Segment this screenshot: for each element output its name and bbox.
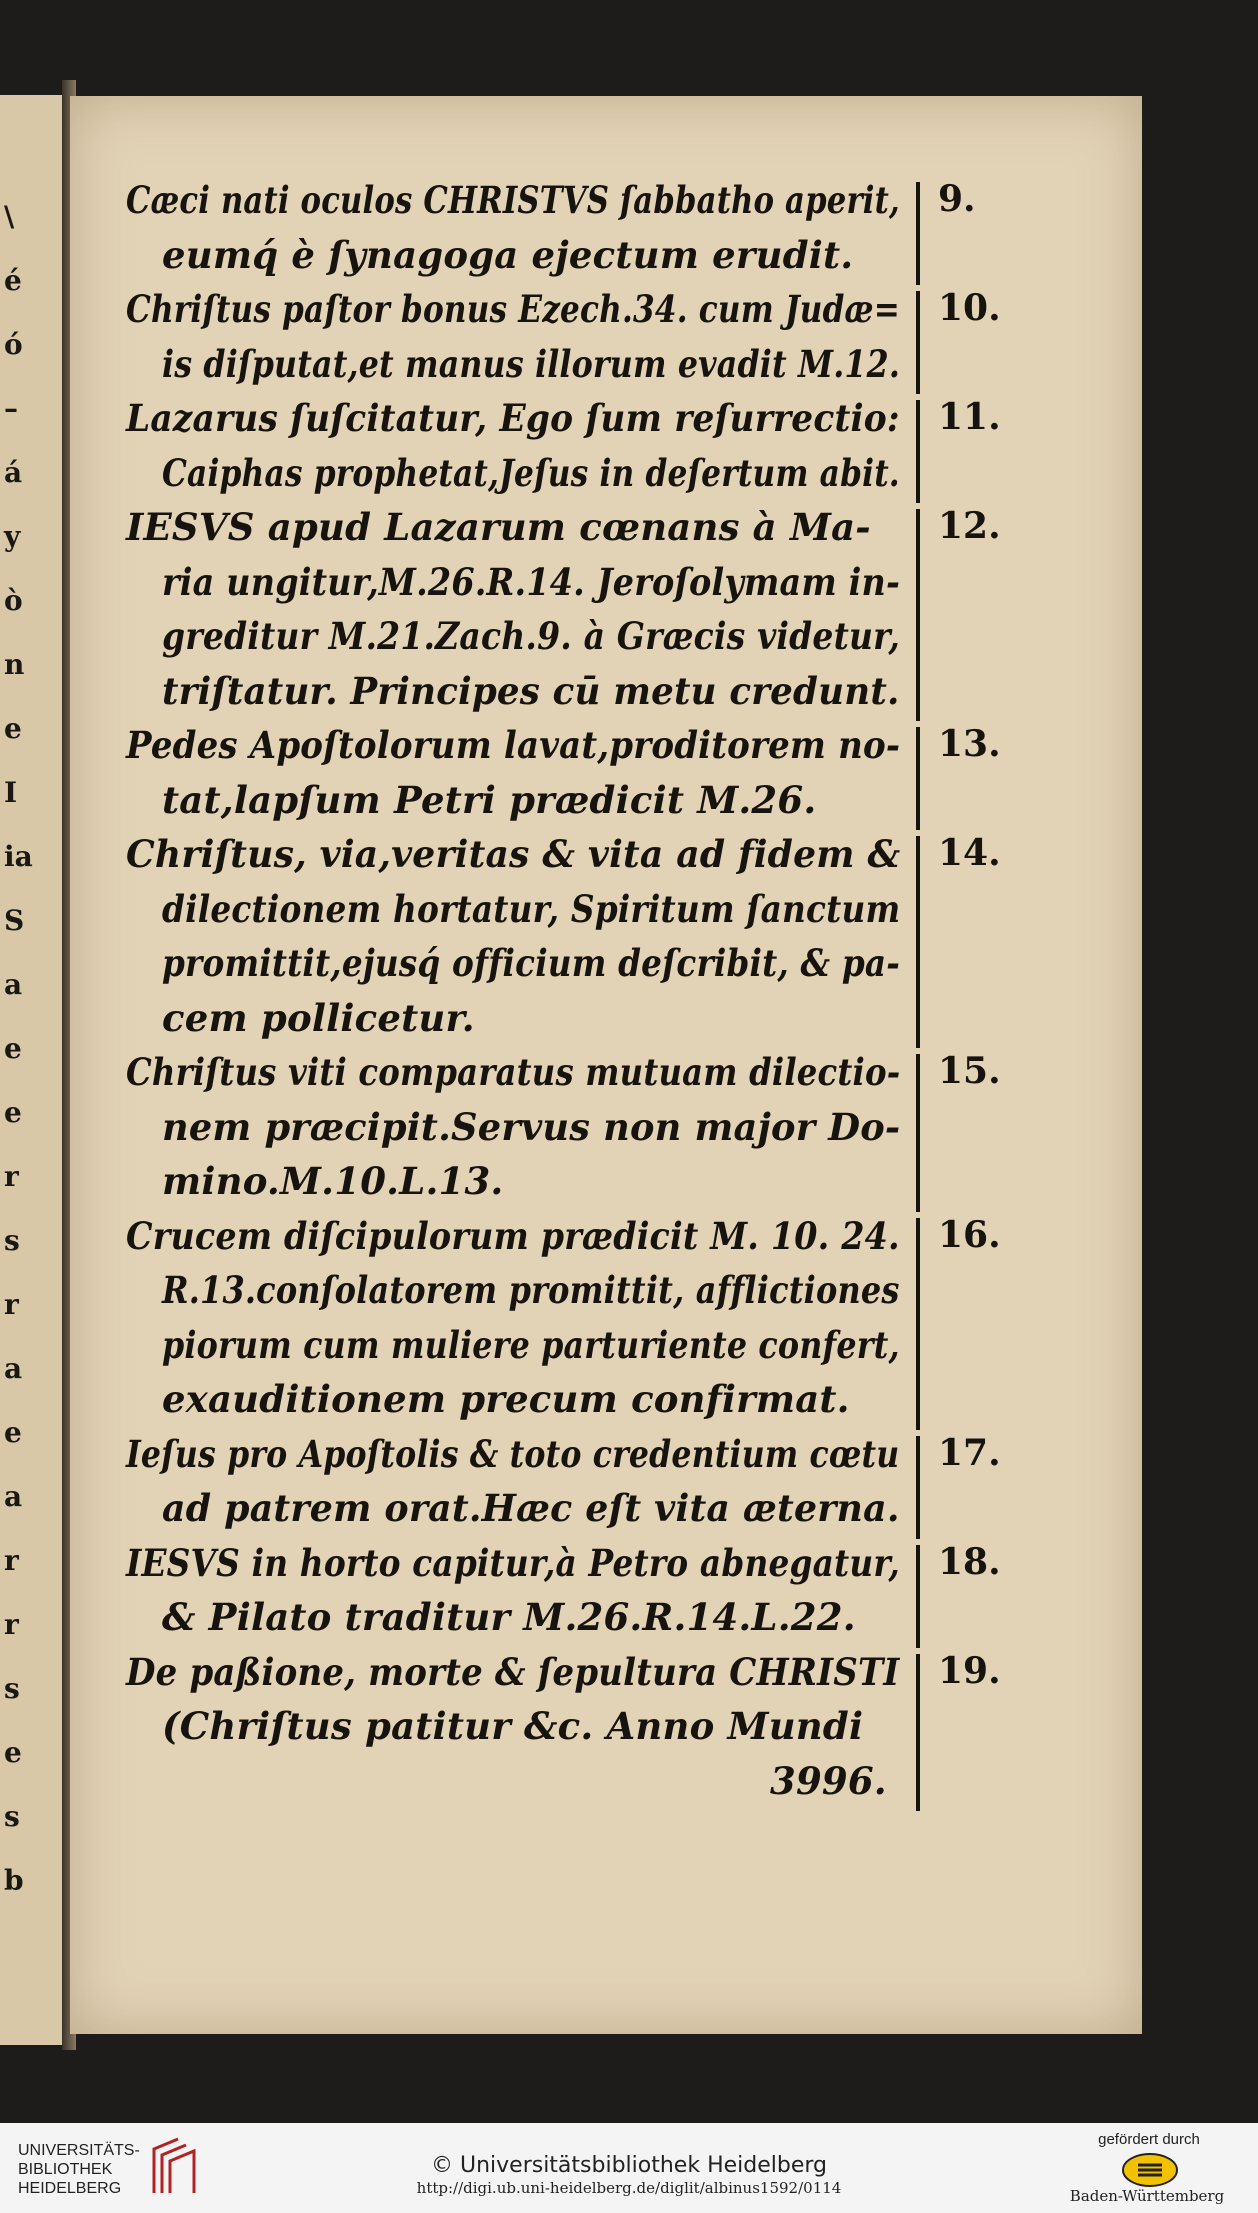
viewer-footer: [0, 2123, 1258, 2213]
summary-line: Crucem diſcipulorum prædicit M. 10. 24.: [126, 1213, 900, 1258]
facing-page-fragment: á: [4, 456, 23, 489]
summary-line: IESVS apud Lazarum cœnans à Ma-: [126, 505, 871, 549]
chapter-number: 18.: [938, 1540, 1001, 1583]
facing-page-fragment: e: [4, 1032, 22, 1065]
chapter-number: 14.: [938, 832, 1001, 874]
summary-line: piorum cum muliere parturiente confert,: [162, 1322, 900, 1367]
summary-line: ria ungitur,M.26.R.14. Jeroſolymam in-: [162, 559, 901, 604]
chapter-rule: [916, 291, 920, 394]
facing-page-fragment: S: [4, 904, 25, 937]
chapter-rule: [916, 1436, 920, 1539]
summary-line: IESVS in horto capitur,à Petro abnegatur,: [126, 1540, 901, 1585]
chapter-rule: [916, 1545, 920, 1648]
facing-page-fragment: e: [4, 1096, 22, 1129]
summary-line: mino.M.10.L.13.: [162, 1159, 504, 1203]
facing-page-fragment: e: [4, 1736, 22, 1769]
summary-line: cem pollicetur.: [162, 995, 475, 1040]
facing-page-fragment: s: [4, 1800, 20, 1833]
library-name-line: HEIDELBERG: [18, 2180, 122, 2197]
facing-page-fragment: é: [4, 264, 22, 297]
state-crest-icon: [1121, 2153, 1179, 2187]
chapter-rule: [916, 1054, 920, 1212]
summary-line: exauditionem precum confirmat.: [162, 1377, 850, 1421]
facing-page-fragment: ó: [4, 328, 23, 361]
summary-line: Chriſtus paſtor bonus Ezech.34. cum Judæ=: [126, 287, 900, 331]
summary-line: Cæci nati oculos CHRISTVS ſabbatho aperit,: [126, 178, 900, 222]
facing-page-fragment: a: [4, 1480, 23, 1513]
facing-page-fragment: e: [4, 712, 22, 745]
chapter-rule: [916, 400, 920, 503]
summary-line: promittit,ejusq́ officium deſcribit, & pa-: [162, 941, 901, 985]
facing-page-fragment: r: [4, 1160, 19, 1193]
funder-name: Baden-Württemberg: [1069, 2187, 1225, 2205]
chapter-rule: [916, 1654, 920, 1812]
summary-line: triſtatur. Principes cū metu credunt.: [162, 668, 900, 713]
chapter-number: 15.: [938, 1050, 1001, 1092]
summary-line: eumq́ è ſynagoga ejectum erudit.: [162, 232, 854, 277]
summary-line: (Chriſtus patitur &c. Anno Mundi: [162, 1704, 864, 1748]
facing-page-fragment: r: [4, 1608, 19, 1641]
summary-line: Chriſtus, via,veritas & vita ad fidem &: [126, 832, 901, 876]
facing-page-fragment: –: [4, 392, 18, 425]
library-name-line: BIBLIOTHEK: [18, 2161, 113, 2178]
summary-line: & Pilato traditur M.26.R.14.L.22.: [162, 1595, 856, 1639]
summary-line: ad patrem orat.Hæc eſt vita æterna.: [162, 1486, 900, 1530]
chapter-number: 16.: [938, 1213, 1001, 1256]
summary-line: 3996.: [770, 1758, 887, 1803]
facing-page-fragment: I: [4, 776, 18, 809]
facing-page-fragment: r: [4, 1544, 19, 1577]
facing-page-fragment: s: [4, 1224, 20, 1257]
facing-page-fragment: r: [4, 1288, 19, 1321]
summary-line: is diſputat,et manus illorum evadit M.12.: [162, 341, 901, 386]
copyright-notice: © Universitätsbibliothek Heidelberg: [430, 2153, 827, 2178]
summary-line: R.13.conſolatorem promittit, afflictiones: [162, 1268, 900, 1312]
chapter-rule: [916, 727, 920, 830]
facing-page-fragment: y: [4, 520, 21, 553]
chapter-number: 9.: [938, 178, 976, 220]
chapter-rule: [916, 836, 920, 1048]
chapter-number: 17.: [938, 1431, 1001, 1474]
library-name-line: UNIVERSITÄTS-: [18, 2142, 140, 2159]
book-page: [70, 96, 1142, 2034]
summary-line: greditur M.21.Zach.9. à Græcis videtur,: [162, 614, 901, 658]
facing-page-fragment: n: [4, 648, 25, 681]
facing-page-edge: [0, 95, 69, 2045]
chapter-number: 19.: [938, 1649, 1001, 1692]
chapter-number: 11.: [938, 396, 1001, 438]
chapter-summaries: [70, 96, 1142, 2034]
facing-page-fragment: ia: [4, 840, 33, 873]
summary-line: Chriſtus viti comparatus mutuam dilectio-: [126, 1050, 901, 1094]
summary-line: tat,lapſum Petri prædicit M.26.: [162, 777, 817, 822]
chapter-rule: [916, 509, 920, 721]
facing-page-fragment: b: [4, 1864, 24, 1897]
chapter-rule: [916, 182, 920, 285]
chapter-rule: [916, 1218, 920, 1430]
facing-page-fragment: ò: [4, 584, 23, 617]
facing-page-fragment: a: [4, 968, 23, 1001]
summary-line: Ieſus pro Apoſtolis & toto credentium cœtu: [126, 1431, 900, 1476]
facing-page-fragment: \: [4, 200, 15, 233]
summary-line: Lazarus ſuſcitatur, Ego ſum reſurrectio:: [126, 396, 900, 440]
summary-line: nem præcipit.Servus non major Do-: [162, 1104, 901, 1149]
chapter-number: 10.: [938, 287, 1001, 329]
summary-line: Caiphas prophetat,Jeſus in deſertum abit.: [162, 450, 900, 495]
facing-page-fragment: e: [4, 1416, 22, 1449]
funded-by-label: gefördert durch: [1098, 2131, 1200, 2148]
chapter-number: 12.: [938, 505, 1001, 547]
summary-line: De paßione, morte & ſepultura CHRISTI: [126, 1649, 900, 1694]
summary-line: Pedes Apoſtolorum lavat,proditorem no-: [126, 723, 901, 767]
facing-page-fragment: s: [4, 1672, 20, 1705]
chapter-number: 13.: [938, 723, 1001, 765]
facing-page-fragment: a: [4, 1352, 23, 1385]
permalink[interactable]: http://digi.ub.uni-heidelberg.de/diglit/albinus1592/0114: [416, 2179, 842, 2197]
summary-line: dilectionem hortatur, Spiritum ſanctum: [162, 886, 901, 931]
